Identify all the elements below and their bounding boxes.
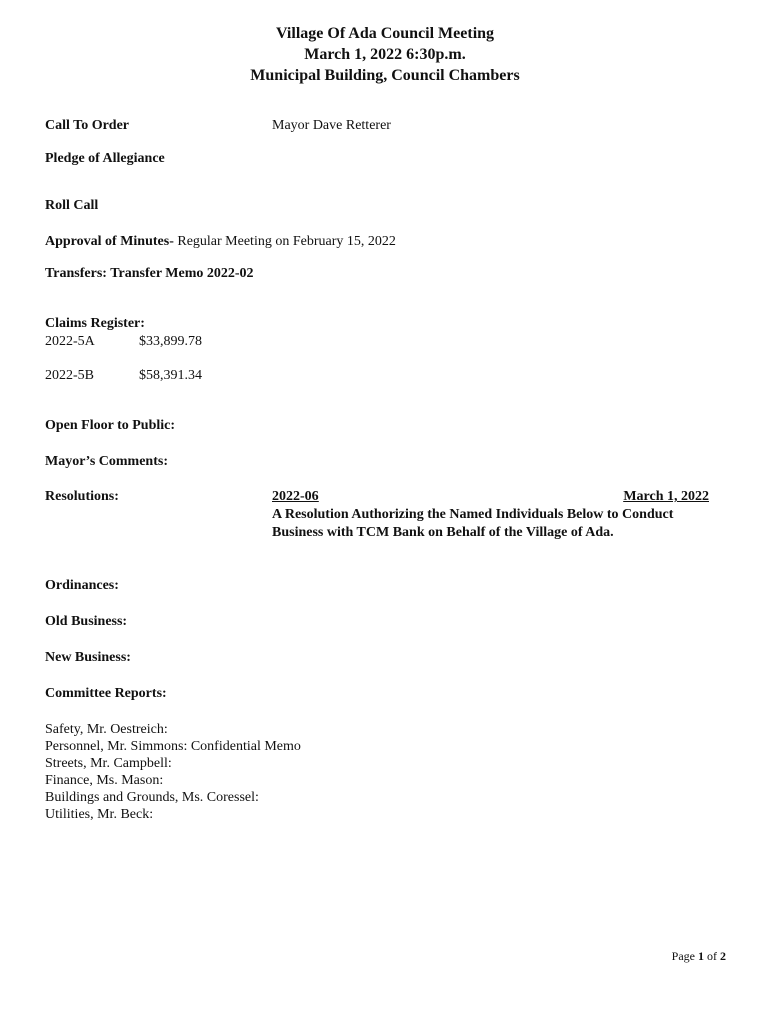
page-number [672,949,726,964]
claims-row-amount: $33,899.78 [139,334,202,349]
page-current: 1 [698,949,704,963]
approval-label: Approval of Minutes- [45,234,174,249]
claims-row-id: 2022-5B [45,368,94,383]
claims-row-id: 2022-5A [45,334,95,349]
claims-register-label: Claims Register: [45,316,145,331]
resolutions-label: Resolutions: [45,489,119,504]
call-to-order-value: Mayor Dave Retterer [272,118,391,133]
resolution-heading [272,488,709,506]
transfers-label: Transfers: Transfer Memo 2022-02 [45,266,254,281]
committee-item: Streets, Mr. Campbell: [45,756,172,771]
page-total: 2 [720,949,726,963]
committee-item: Buildings and Grounds, Ms. Coressel: [45,790,259,805]
committee-item: Utilities, Mr. Beck: [45,807,154,822]
committee-item: Safety, Mr. Oestreich: [45,722,168,737]
page-of: of [704,949,720,963]
new-business-label: New Business: [45,650,131,665]
meeting-date-time: March 1, 2022 6:30p.m. [304,46,466,63]
meeting-location: Municipal Building, Council Chambers [250,67,520,84]
meeting-title: Village Of Ada Council Meeting [275,25,495,42]
committee-item: Finance, Ms. Mason: [45,773,164,788]
approval-value: Regular Meeting on February 15, 2022 [173,234,396,249]
resolution-date: March 1, 2022 [623,489,709,504]
ordinances-label: Ordinances: [45,578,119,593]
resolution-item [272,488,709,542]
pledge-label: Pledge of Allegiance [45,151,165,166]
resolution-title-line: Business with TCM Bank on Behalf of the Village of Ada. [272,525,614,540]
page-prefix: Page [671,949,698,963]
resolution-number: 2022-06 [272,489,319,504]
committee-item: Personnel, Mr. Simmons: Confidential Memo [45,739,301,754]
claims-row-amount: $58,391.34 [139,368,202,383]
approval-of-minutes [45,233,396,250]
committee-list [45,721,301,823]
mayors-comments-label: Mayor’s Comments: [45,454,168,469]
roll-call-label: Roll Call [45,198,99,213]
old-business-label: Old Business: [45,614,128,629]
call-to-order-label: Call To Order [45,118,130,133]
resolution-title-line: A Resolution Authorizing the Named Individuals Below to Conduct [272,507,674,522]
open-floor-label: Open Floor to Public: [45,418,176,433]
committee-reports-label: Committee Reports: [45,686,167,701]
